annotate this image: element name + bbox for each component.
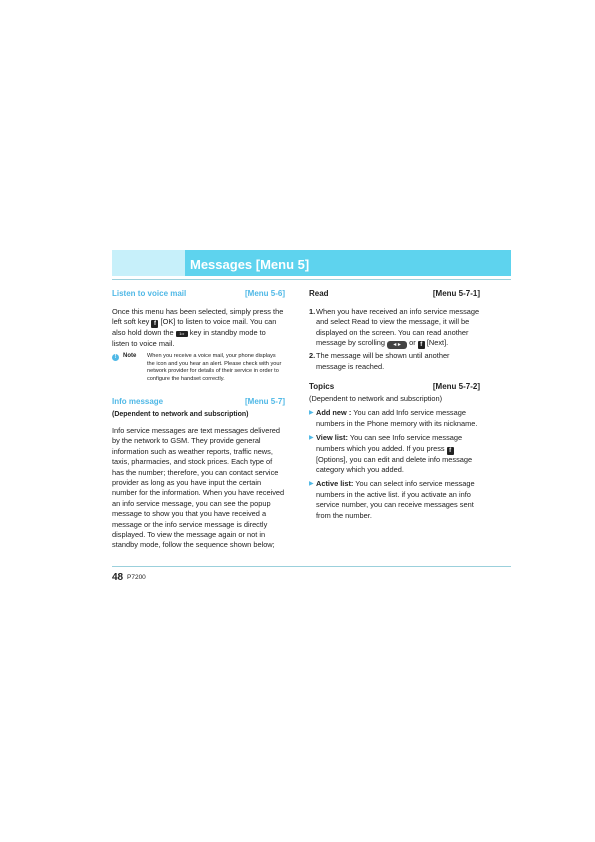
right-column <box>309 289 480 521</box>
model-name: P7200 <box>127 574 146 581</box>
listen-menu-ref: [Menu 5-6] <box>245 289 285 298</box>
active-list-desc: You can select info service message numbers in the active list. if you activate an info service number, you can receive messages sent from the number. <box>316 479 475 520</box>
read-step-2 <box>309 351 480 372</box>
view-list-desc-1: You can see Info service message numbers which you added. If you press <box>316 433 463 453</box>
add-new-label: Add new : <box>316 408 352 418</box>
soft-key-icon: f <box>151 320 158 328</box>
listen-title: Listen to voice mail <box>112 289 187 298</box>
view-list-text <box>316 433 480 475</box>
bullet-arrow-icon: ▶ <box>309 481 314 488</box>
read-step-1-next: [Next]. <box>426 338 449 348</box>
view-list-desc-2: [Options], you can edit and delete info message category which you added. <box>316 454 473 475</box>
read-title: Read <box>309 289 329 298</box>
step-number: 2. <box>309 351 316 361</box>
note-text: When you receive a voice mail, your phone displays the icon and you hear an alert. Please check with your network provider for details of their service in order to configure the handset correctly. <box>147 353 282 382</box>
topics-title: Topics <box>309 382 335 392</box>
scroll-key-icon: ◂ ▸ <box>387 341 407 349</box>
info-subtitle: (Dependent to network and subscription) <box>112 410 249 418</box>
read-step-1 <box>309 307 480 349</box>
active-list-text <box>316 479 480 521</box>
info-menu-ref: [Menu 5-7] <box>245 396 285 406</box>
listen-text-2: [OK] to listen to voice mail. You can also hold down the <box>112 317 277 338</box>
header-rule <box>112 279 511 280</box>
step-number: 1. <box>309 307 316 316</box>
read-step-1-or: or <box>409 338 416 348</box>
page-number: 48 <box>112 572 124 583</box>
section-heading-topics <box>309 382 480 394</box>
topics-subtitle: (Dependent to network and subscription) <box>309 394 443 404</box>
footer-rule <box>112 566 511 567</box>
info-body: Info service messages are text messages delivered by the network to GSM. They provide general information such as weather reports, traffic news, taxis, pharmacies, and stock prices. Each type of has the number; therefore, you can contact service provider as long as you have input the certain number for the information. When you have received an info service message, you can see the popup message to show you that you have received a message or the info service message is directly displayed. To view the message again or not in standby mode, follow the sequence shown below; <box>112 426 285 550</box>
step-text: The message will be shown until another message is reached. <box>316 351 450 371</box>
section-heading-info <box>112 397 285 409</box>
banner-left-block <box>112 250 185 276</box>
section-heading-listen <box>112 289 285 301</box>
section-heading-read <box>309 289 480 301</box>
page-title: Messages [Menu 5] <box>190 257 310 272</box>
voicemail-key-icon: 1•• <box>176 331 188 337</box>
topics-menu-ref: [Menu 5-7-2] <box>432 382 480 392</box>
read-menu-ref: [Menu 5-7-1] <box>432 289 480 298</box>
listen-paragraph <box>112 307 285 349</box>
active-list-label: Active list: <box>316 479 354 489</box>
left-column <box>112 289 285 551</box>
soft-key-icon: f <box>418 341 425 349</box>
soft-key-icon: f <box>447 447 454 455</box>
bullet-arrow-icon: ▶ <box>309 435 314 442</box>
topics-add-new <box>309 408 480 429</box>
topics-active-list <box>309 479 480 521</box>
info-title: Info message <box>112 396 164 406</box>
topics-view-list <box>309 433 480 475</box>
listen-text-3: key in standby mode to listen to voice mail. <box>112 328 266 348</box>
read-step-1-text: When you have received an info service message and select Read to view the message, it will be displayed on the screen. You can read another message by scrolling <box>316 307 480 348</box>
add-new-text <box>316 408 480 429</box>
listen-text-1: Once this menu has been selected, simply press the left soft key <box>112 307 284 327</box>
view-list-label: View list: <box>316 433 348 443</box>
note-label: Note <box>123 353 137 360</box>
note-box <box>112 353 285 383</box>
step-text <box>316 307 480 349</box>
add-new-desc: You can add Info service message numbers in the Phone memory with its nickname. <box>316 408 478 428</box>
note-icon: ! <box>112 354 119 361</box>
bullet-arrow-icon: ▶ <box>309 410 314 417</box>
